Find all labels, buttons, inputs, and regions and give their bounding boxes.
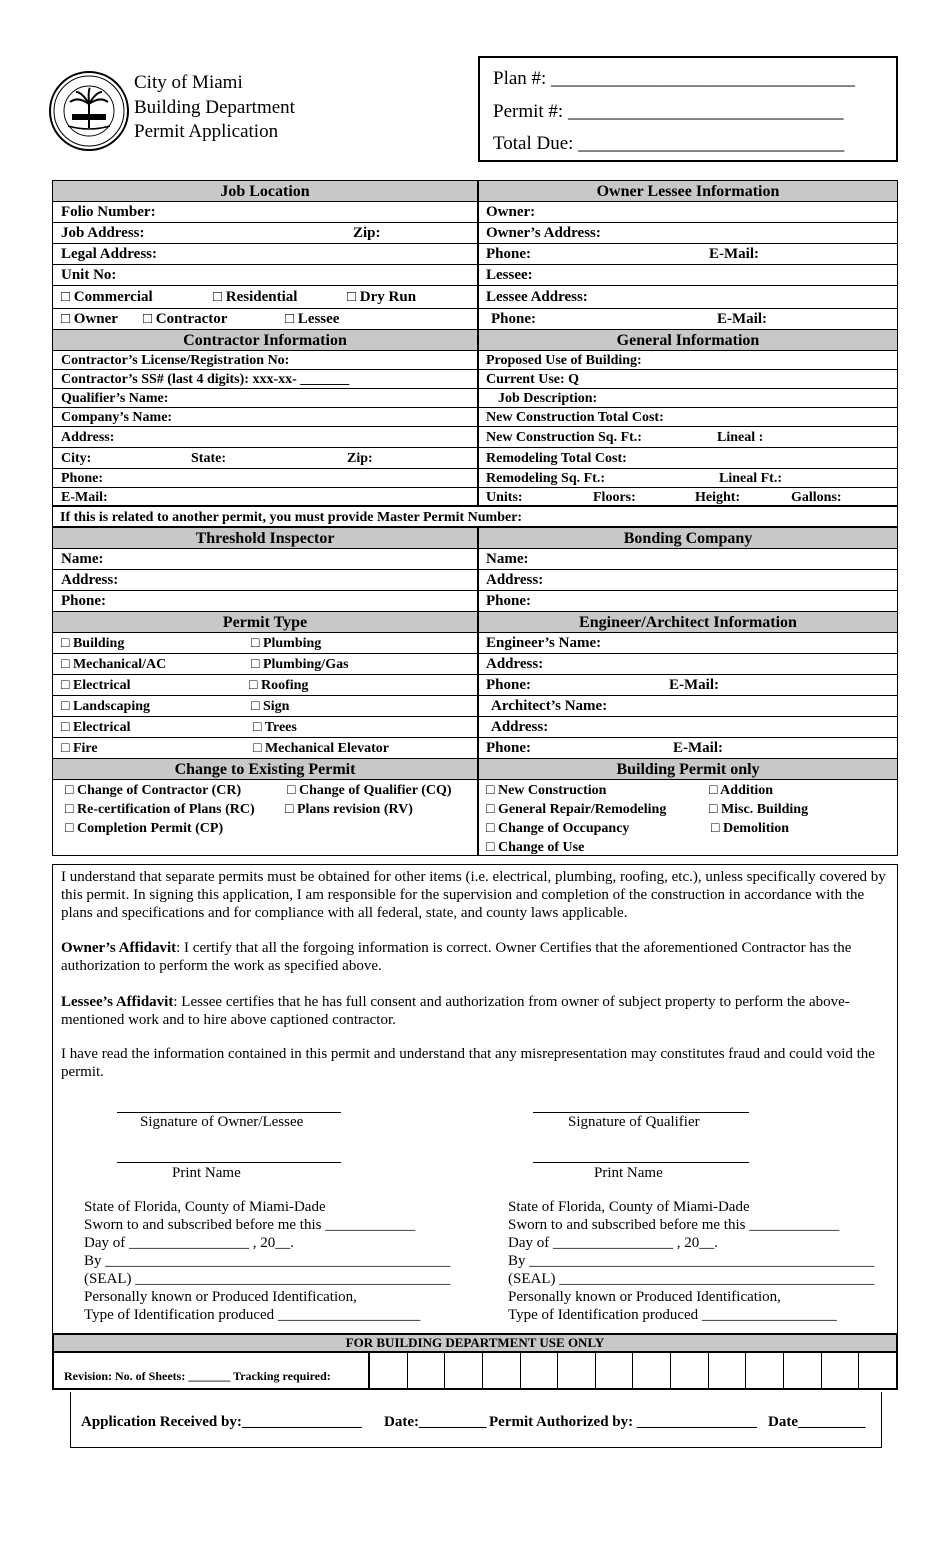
bonding-address-field[interactable]: Address:	[486, 572, 544, 588]
state-label: State:	[191, 451, 226, 466]
qualifier-print-name-line[interactable]	[533, 1162, 749, 1163]
lessee-email-label: E-Mail:	[717, 311, 767, 327]
tracking-box[interactable]	[859, 1351, 896, 1388]
folio-number-field[interactable]: Folio Number:	[53, 202, 479, 222]
notary-day[interactable]: Day of ________________ , 20__.	[84, 1235, 294, 1251]
qualifier-notary-block	[508, 1198, 874, 1324]
architect-email-label: E-Mail:	[673, 740, 723, 756]
qualifier-print-name-label: Print Name	[594, 1165, 663, 1181]
permit-type-row	[53, 696, 479, 716]
new-construction-checkbox[interactable]: □ New Construction	[486, 783, 607, 798]
bonding-name-field[interactable]: Name:	[486, 551, 529, 567]
contractor-checkbox[interactable]: □ Contractor	[143, 311, 228, 327]
tracking-box[interactable]	[370, 1351, 408, 1388]
notary-day[interactable]: Day of ________________ , 20__.	[508, 1235, 718, 1251]
new-construction-cost-field[interactable]: New Construction Total Cost:	[486, 410, 664, 425]
change-permit-options	[53, 780, 479, 855]
architect-address-field[interactable]: Address:	[491, 719, 549, 735]
change-occupancy-checkbox[interactable]: □ Change of Occupancy	[486, 821, 630, 836]
tracking-box[interactable]	[822, 1351, 860, 1388]
lessee-affidavit-label: Lessee’s Affidavit	[61, 994, 174, 1010]
permit-type-header: Permit Type	[53, 612, 479, 632]
permit-type-row	[53, 633, 479, 653]
architect-phone-label: Phone:	[486, 740, 531, 756]
permit-type-row	[53, 675, 479, 695]
lineal-label: Lineal :	[717, 430, 764, 445]
tracking-boxes	[368, 1351, 896, 1388]
tracking-box[interactable]	[445, 1351, 483, 1388]
notary-by[interactable]: By ______________________________________________	[508, 1253, 875, 1269]
general-info-header: General Information	[479, 330, 897, 350]
office-use-header: FOR BUILDING DEPARTMENT USE ONLY	[54, 1335, 896, 1353]
applicant-type-options	[53, 309, 479, 329]
sign-checkbox[interactable]: □ Sign	[251, 699, 290, 714]
permit-number-field[interactable]: Permit #: _____________________________	[493, 101, 844, 122]
tracking-box[interactable]	[709, 1351, 747, 1388]
owner-lessee-header: Owner Lessee Information	[479, 181, 897, 201]
building-permit-header: Building Permit only	[479, 759, 897, 779]
total-due-field[interactable]: Total Due: ____________________________	[493, 133, 845, 154]
contractor-info-header: Contractor Information	[53, 330, 479, 350]
tracking-box[interactable]	[408, 1351, 446, 1388]
threshold-address-field[interactable]: Address:	[53, 570, 479, 590]
electrical-checkbox-2[interactable]: □ Electrical	[61, 720, 131, 735]
remodeling-sqft-label: Remodeling Sq. Ft.:	[486, 471, 605, 486]
building-checkbox[interactable]: □ Building	[61, 636, 125, 651]
engineer-phone-email-field[interactable]	[479, 675, 897, 695]
engineer-architect-header: Engineer/Architect Information	[479, 612, 897, 632]
qualifier-signature-label: Signature of Qualifier	[568, 1114, 700, 1130]
notary-seal[interactable]: (SEAL) __________________________________________	[508, 1271, 875, 1287]
company-name-field[interactable]: Company’s Name:	[53, 408, 479, 426]
lessee-affidavit-text: : Lessee certifies that he has full consent and authorization from owner of subject property to perform the above-mentioned work and to hire above captioned contractor.	[61, 994, 850, 1028]
plumbing-checkbox[interactable]: □ Plumbing	[251, 636, 322, 651]
notary-identification: Personally known or Produced Identification,	[508, 1289, 781, 1305]
lessee-affidavit-paragraph	[61, 993, 887, 1029]
org-name: City of Miami	[134, 72, 243, 93]
mechanical-elevator-checkbox[interactable]: □ Mechanical Elevator	[253, 741, 389, 756]
contractor-city-state-zip[interactable]	[53, 448, 479, 468]
owner-affidavit-text: : I certify that all the forgoing information is correct. Owner Certifies that the aforementioned Contractor has the authorization to perform the work as specified above.	[61, 940, 852, 974]
property-type-options	[53, 286, 479, 308]
permit-type-row	[53, 738, 479, 758]
misc-building-checkbox[interactable]: □ Misc. Building	[709, 802, 809, 817]
qualifier-name-field[interactable]: Qualifier’s Name:	[53, 389, 479, 407]
lineal-ft-label: Lineal Ft.:	[719, 471, 782, 486]
master-permit-field[interactable]: If this is related to another permit, you must provide Master Permit Number:	[60, 510, 523, 525]
lessee-field[interactable]: Lessee:	[486, 267, 533, 283]
units-floors-height-gallons[interactable]	[479, 488, 897, 505]
units-label: Units:	[486, 490, 523, 505]
height-label: Height:	[695, 490, 741, 505]
notary-id-type[interactable]: Type of Identification produced ___________________	[84, 1307, 421, 1323]
mechanical-ac-checkbox[interactable]: □ Mechanical/AC	[61, 657, 167, 672]
building-permit-options	[479, 780, 897, 855]
notary-seal[interactable]: (SEAL) __________________________________________	[84, 1271, 451, 1287]
tracking-box[interactable]	[521, 1351, 559, 1388]
contractor-license-field[interactable]: Contractor’s License/Registration No:	[53, 351, 479, 369]
plans-revision-checkbox[interactable]: □ Plans revision (RV)	[285, 802, 413, 817]
unit-number-field[interactable]: Unit No:	[53, 265, 479, 285]
contractor-ss-field[interactable]: Contractor’s SS# (last 4 digits): xxx-xx- _______	[53, 370, 479, 388]
revision-tracking-label: Revision: No. of Sheets: _______ Tracking required:	[64, 1369, 331, 1383]
plan-permit-box	[478, 56, 898, 162]
owner-checkbox[interactable]: □ Owner	[61, 311, 118, 327]
contractor-zip-label: Zip:	[347, 451, 373, 466]
tracking-box[interactable]	[558, 1351, 596, 1388]
plumbing-gas-checkbox[interactable]: □ Plumbing/Gas	[251, 657, 349, 672]
permit-authorized-field[interactable]: Permit Authorized by: ________________	[489, 1414, 757, 1430]
engineer-name-field[interactable]: Engineer’s Name:	[486, 635, 602, 651]
remodeling-sqft-field[interactable]	[479, 469, 897, 487]
recertification-checkbox[interactable]: □ Re-certification of Plans (RC)	[65, 802, 255, 817]
approval-section	[70, 1392, 882, 1448]
residential-checkbox[interactable]: □ Residential	[213, 289, 298, 305]
contractor-phone-field[interactable]: Phone:	[53, 469, 479, 487]
new-construction-sqft-label: New Construction Sq. Ft.:	[486, 430, 642, 445]
owner-print-name-label: Print Name	[172, 1165, 241, 1181]
job-address-field[interactable]	[53, 223, 479, 243]
trees-checkbox[interactable]: □ Trees	[253, 720, 297, 735]
permit-type-row	[53, 717, 479, 737]
office-use-section	[52, 1333, 898, 1390]
notary-sworn[interactable]: Sworn to and subscribed before me this ____________	[84, 1217, 416, 1233]
change-of-use-checkbox[interactable]: □ Change of Use	[486, 840, 585, 855]
architect-phone-email-field[interactable]	[479, 738, 897, 758]
current-use-field[interactable]: Current Use: Q	[486, 372, 580, 387]
notary-by[interactable]: By ______________________________________________	[84, 1253, 451, 1269]
zip-label: Zip:	[353, 225, 381, 241]
fire-checkbox[interactable]: □ Fire	[61, 741, 98, 756]
city-seal-logo	[48, 70, 130, 152]
remodeling-cost-field[interactable]: Remodeling Total Cost:	[486, 451, 627, 466]
landscaping-checkbox[interactable]: □ Landscaping	[61, 699, 150, 714]
change-permit-header: Change to Existing Permit	[53, 759, 479, 779]
threshold-name-field[interactable]: Name:	[53, 549, 479, 569]
engineer-address-field[interactable]: Address:	[486, 656, 544, 672]
owner-print-name-line[interactable]	[117, 1162, 341, 1163]
threshold-inspector-header: Threshold Inspector	[53, 528, 479, 548]
bonding-company-header: Bonding Company	[479, 528, 897, 548]
notary-state: State of Florida, County of Miami-Dade	[84, 1199, 326, 1215]
affidavit-section	[52, 864, 898, 1334]
job-location-header: Job Location	[53, 181, 479, 201]
owner-signature-label: Signature of Owner/Lessee	[140, 1114, 304, 1130]
lessee-phone-label: Phone:	[491, 311, 536, 327]
notary-state: State of Florida, County of Miami-Dade	[508, 1199, 750, 1215]
engineer-phone-label: Phone:	[486, 677, 531, 693]
notary-identification: Personally known or Produced Identification,	[84, 1289, 357, 1305]
demolition-checkbox[interactable]: □ Demolition	[711, 821, 790, 836]
change-qualifier-checkbox[interactable]: □ Change of Qualifier (CQ)	[287, 783, 452, 798]
roofing-checkbox[interactable]: □ Roofing	[249, 678, 309, 693]
completion-permit-checkbox[interactable]: □ Completion Permit (CP)	[65, 821, 224, 836]
floors-label: Floors:	[593, 490, 636, 505]
city-label: City:	[61, 451, 92, 466]
change-contractor-checkbox[interactable]: □ Change of Contractor (CR)	[65, 783, 242, 798]
owner-address-field[interactable]: Owner’s Address:	[486, 225, 601, 241]
addition-checkbox[interactable]: □ Addition	[709, 783, 774, 798]
proposed-use-field[interactable]: Proposed Use of Building:	[486, 353, 642, 368]
permit-form-table	[52, 180, 898, 856]
owner-email-label: E-Mail:	[709, 246, 759, 262]
contractor-address-field[interactable]: Address:	[53, 427, 479, 447]
authorized-date-field[interactable]: Date_________	[768, 1414, 866, 1430]
legal-address-field[interactable]: Legal Address:	[53, 244, 479, 264]
job-description-field[interactable]: Job Description:	[498, 391, 598, 406]
lessee-address-field[interactable]: Lessee Address:	[486, 289, 588, 305]
form-title: Permit Application	[134, 121, 279, 142]
job-address-label: Job Address:	[61, 225, 145, 241]
engineer-email-label: E-Mail:	[669, 677, 719, 693]
owner-phone-email-field[interactable]	[479, 244, 897, 264]
notary-sworn[interactable]: Sworn to and subscribed before me this ____________	[508, 1217, 840, 1233]
tracking-box[interactable]	[746, 1351, 784, 1388]
misrepresentation-paragraph: I have read the information contained in this permit and understand that any misrepresentation may constitutes fraud and could void the permit.	[61, 1046, 875, 1080]
tracking-box[interactable]	[784, 1351, 822, 1388]
dry-run-checkbox[interactable]: □ Dry Run	[347, 289, 417, 305]
notary-id-type[interactable]: Type of Identification produced __________________	[508, 1307, 837, 1323]
owner-notary-block	[84, 1198, 450, 1324]
tracking-box[interactable]	[633, 1351, 671, 1388]
general-repair-checkbox[interactable]: □ General Repair/Remodeling	[486, 802, 667, 817]
owner-affidavit-label: Owner’s Affidavit	[61, 940, 177, 956]
commercial-checkbox[interactable]: □ Commercial	[61, 289, 153, 305]
contractor-email-field[interactable]: E-Mail:	[53, 488, 479, 505]
permit-terms-paragraph: I understand that separate permits must be obtained for other items (i.e. electrical, plumbing, roofing, etc.), unless specifically covered by this permit. In signing this application, I am responsible for the supervision and completion of the construction in accordance with the plans and specifications and for compliance with all federal, state, and county laws applicable.	[61, 869, 886, 921]
lessee-phone-email-field[interactable]	[479, 309, 897, 329]
architect-name-field[interactable]: Architect’s Name:	[491, 698, 608, 714]
owner-phone-label: Phone:	[486, 246, 531, 262]
new-construction-sqft-field[interactable]	[479, 427, 897, 447]
permit-type-row	[53, 654, 479, 674]
owner-field[interactable]: Owner:	[486, 204, 536, 220]
plan-number-field[interactable]: Plan #: ________________________________	[493, 68, 856, 89]
lessee-checkbox[interactable]: □ Lessee	[285, 311, 340, 327]
gallons-label: Gallons:	[791, 490, 842, 505]
tracking-box[interactable]	[483, 1351, 521, 1388]
bonding-phone-field[interactable]: Phone:	[486, 593, 531, 609]
tracking-box[interactable]	[671, 1351, 709, 1388]
owner-affidavit-paragraph	[61, 939, 887, 975]
tracking-box[interactable]	[596, 1351, 634, 1388]
electrical-checkbox[interactable]: □ Electrical	[61, 678, 131, 693]
department-name: Building Department	[134, 97, 295, 118]
threshold-phone-field[interactable]: Phone:	[53, 591, 479, 611]
application-received-field[interactable]: Application Received by:________________	[81, 1414, 362, 1430]
received-date-field[interactable]: Date:_________	[384, 1414, 487, 1430]
